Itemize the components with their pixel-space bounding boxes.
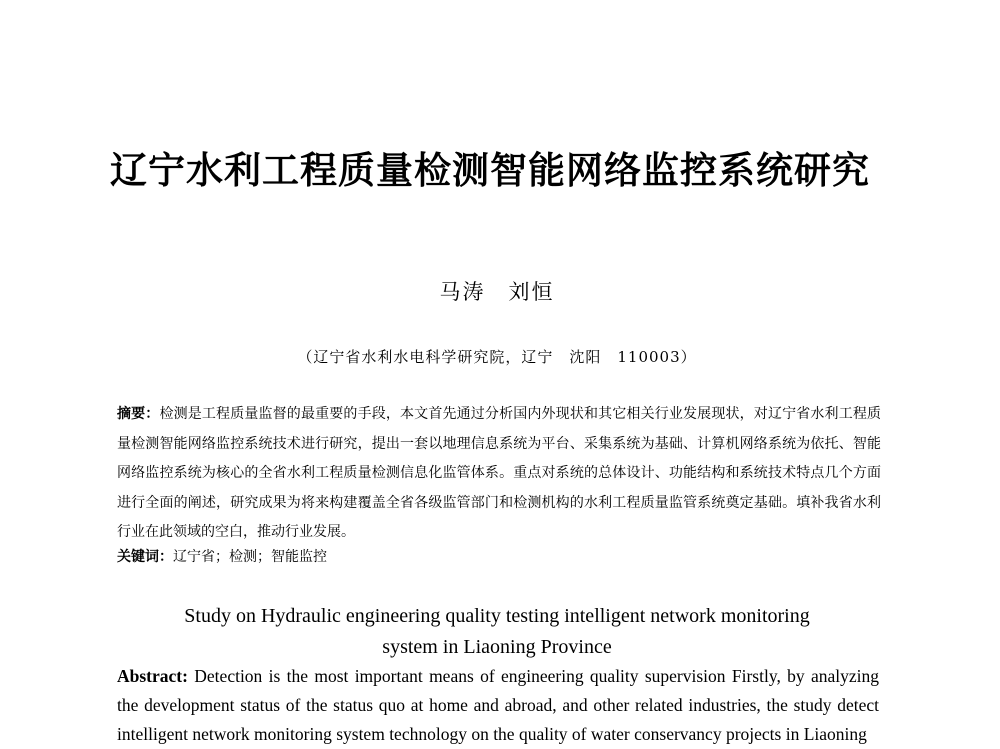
- abstract-chinese: [117, 400, 881, 548]
- paper-title-chinese: 辽宁水利工程质量检测智能网络监控系统研究: [110, 149, 870, 192]
- paper-title-english-line-2: system in Liaoning Province: [382, 636, 612, 658]
- keywords-chinese: [117, 543, 881, 572]
- abstract-chinese-text: 检测是工程质量监督的最重要的手段，本文首先通过分析国内外现状和其它相关行业发展现状，对辽宁省水利工程质量检测智能网络监控系统技术进行研究，提出一套以地理信息系统为平台、采集系统为基础、计算机网络系统为依托、智能网络监控系统为核心的全省水利工程质量检测信息化监管体系。重点对系统的总体设计、功能结构和系统技术特点几个方面进行全面的阐述，研究成果为将来构建覆盖全省各级监管部门和检测机构的水利工程质量监管系统奠定基础。填补我省水利行业在此领域的空白，推动行业发展。: [117, 406, 881, 540]
- abstract-english: [117, 662, 879, 749]
- author-affiliation: （辽宁省水利水电科学研究院，辽宁 沈阳 110003）: [297, 348, 697, 366]
- abstract-english-label: Abstract:: [117, 666, 188, 686]
- paper-title-english-line-1: Study on Hydraulic engineering quality testing intelligent network monitoring: [184, 605, 810, 627]
- author-names: 马涛 刘恒: [439, 280, 555, 304]
- abstract-chinese-label: 摘要：: [117, 406, 160, 422]
- keywords-chinese-label: 关键词：: [117, 549, 173, 565]
- abstract-english-text: Detection is the most important means of engineering quality supervision Firstly, by analyzing the development status of the status quo at home and abroad, and other related industries, the study detect intelligent network monitoring system technology on the quality of water conservancy projects in Liaoning: [117, 666, 879, 744]
- keywords-chinese-text: 辽宁省；检测；智能监控: [173, 549, 327, 565]
- paper-title-english: [0, 601, 994, 663]
